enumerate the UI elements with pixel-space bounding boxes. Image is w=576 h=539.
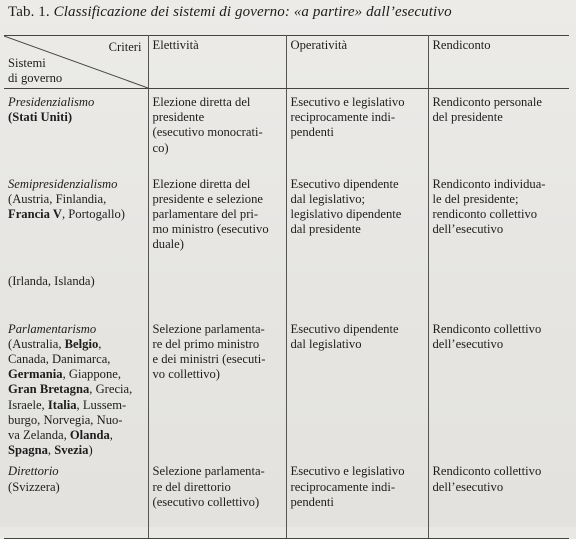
- system-cell: Semipresidenzialismo (Austria, Finlandia, Francia V, Portogallo) (Irlanda, Islanda): [4, 171, 148, 316]
- country-list: (Svizzera): [8, 479, 60, 494]
- system-cell: [4, 458, 148, 538]
- table-row: [4, 458, 569, 538]
- country-text: , Grecia,: [89, 382, 133, 397]
- elettivita-cell: Selezione parlamenta- re del primo ministro e dei ministri (esecuti- vo collettivo): [148, 316, 286, 459]
- country-list: (Stati Uniti): [8, 110, 73, 125]
- country-bold: Francia V: [8, 206, 62, 221]
- country-text: , Lussem-: [76, 397, 127, 412]
- operativita-cell: Esecutivo dipendente dal legislativo: [286, 316, 428, 459]
- country-text: ,: [47, 443, 55, 458]
- elettivita-cell: Elezione diretta del presidente e selezione parlamentare del pri- mo ministro (esecutivo duale): [148, 171, 286, 316]
- operativita-cell: Esecutivo e legislativo reciprocamente indi- pendenti: [286, 89, 428, 171]
- table-header-row: [4, 36, 569, 89]
- header-corner-cell: [4, 36, 148, 89]
- table-row: [4, 89, 569, 171]
- country-bold: Belgio: [64, 336, 99, 351]
- country-text: ,: [109, 427, 113, 442]
- country-bold: Olanda: [69, 427, 110, 442]
- country-bold: Svezia: [54, 443, 89, 458]
- header-sistemi: Sistemi di governo: [8, 56, 63, 85]
- system-name: Semipresidenzialismo: [8, 176, 118, 191]
- operativita-cell: Esecutivo dipendente dal legislativo; legislativo dipendente dal presidente: [286, 171, 428, 316]
- header-elettivita: Elettività: [148, 36, 286, 89]
- country-text: va Zelanda,: [8, 427, 70, 442]
- country-list: (Austria, Finlandia,: [8, 191, 107, 206]
- table-row: [4, 316, 569, 459]
- operativita-cell: Esecutivo e legislativo reciprocamente indi- pendenti: [286, 458, 428, 538]
- country-bold: Spagna: [8, 443, 48, 458]
- government-systems-table: [4, 35, 569, 539]
- country-bold: Gran Bretagna: [8, 382, 90, 397]
- table-number: Tab. 1.: [8, 4, 50, 20]
- country-bold: Germania: [8, 367, 63, 382]
- table-row: [4, 171, 569, 316]
- system-cell: [4, 316, 148, 459]
- country-text: , Giappone,: [62, 367, 121, 382]
- header-rendiconto: Rendiconto: [428, 36, 569, 89]
- country-text: ,: [98, 336, 102, 351]
- rendiconto-cell: Rendiconto personale del presidente: [432, 95, 542, 125]
- system-name: Direttorio: [8, 464, 59, 479]
- rendiconto-cell: Rendiconto collettivo dell’esecutivo: [428, 458, 569, 538]
- header-operativita: Operatività: [286, 36, 428, 89]
- system-name: Presidenzialismo: [8, 95, 95, 109]
- country-text: (Australia,: [8, 336, 65, 351]
- rendiconto-cell: Rendiconto individua- le del presidente; rendiconto collettivo dell’esecutivo: [432, 176, 546, 237]
- country-list: (Irlanda, Islanda): [8, 274, 95, 289]
- header-criteri: Criteri: [108, 40, 142, 54]
- country-bold: Italia: [47, 397, 77, 412]
- country-text: Canada, Danimarca,: [8, 351, 111, 366]
- rendiconto-cell: Rendiconto collettivo dell’esecutivo: [432, 321, 542, 351]
- country-text: ): [88, 443, 93, 458]
- country-text: burgo, Norvegia, Nuo-: [8, 412, 123, 427]
- country-text: Israele,: [8, 397, 48, 412]
- country-list: [8, 337, 132, 457]
- system-cell: [4, 89, 148, 171]
- elettivita-cell: Elezione diretta del presidente (esecutivo monocrati- co): [148, 89, 286, 171]
- system-name: Parlamentarismo: [8, 321, 97, 336]
- elettivita-cell: Selezione parlamenta- re del direttorio (esecutivo collettivo): [148, 458, 286, 538]
- table-caption: [8, 3, 452, 21]
- table-title: Classificazione dei sistemi di governo: «a partire» dall’esecutivo: [53, 4, 452, 20]
